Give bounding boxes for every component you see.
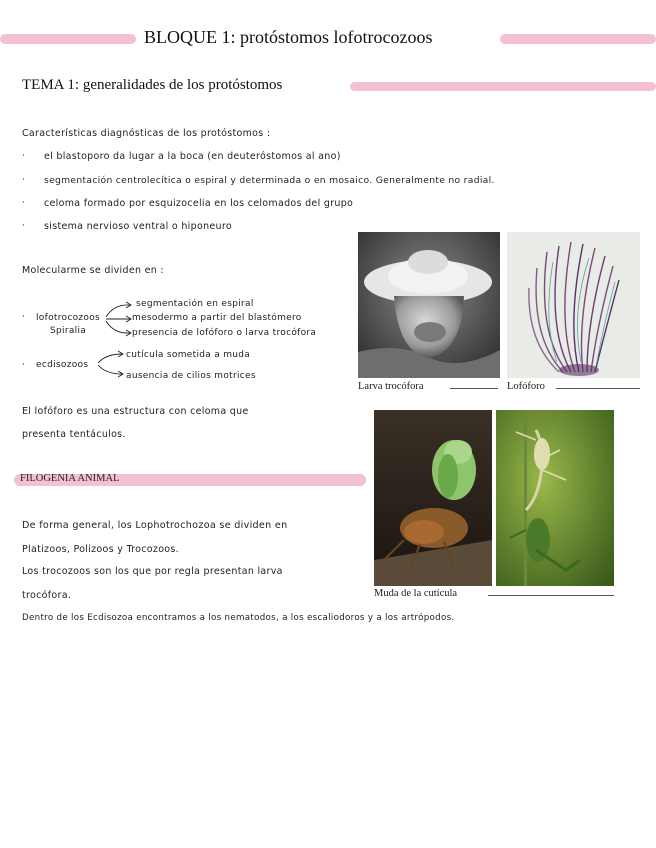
caracteristica-item: sistema nervioso ventral o hiponeuro [44,221,232,232]
caracteristica-item: segmentación centrolecítica o espiral y determinada o en mosaico. Generalmente no radial. [44,175,495,186]
bullet-icon: · [22,312,25,322]
tema-bar [350,82,656,91]
bullet-icon: · [22,221,25,231]
filogenia-line: Dentro de los Ecdisozoa encontramos a los nematodos, a los escaliodoros y a los artrópodos. [22,613,455,623]
caption-muda: Muda de la cutícula [374,588,458,599]
header-bar-right [500,34,656,44]
caption-lofoforo: Lofóforo [507,381,545,392]
caption-larva: Larva trocófora [358,381,424,392]
spiralia-label: Spiralia [50,326,87,336]
lofoforo-note-line: El lofóforo es una estructura con celoma que [22,406,249,417]
bullet-icon: · [22,360,25,370]
group1-branch: mesodermo a partir del blastómero [132,313,302,323]
filogenia-line: trocófora. [22,590,72,601]
bullet-icon: · [22,175,25,185]
bullet-icon: · [22,151,25,161]
group2-branch: cutícula sometida a muda [126,350,251,360]
lofotrocozoos-label: lofotrocozoos [36,313,100,323]
group1-branch: segmentación en espiral [136,299,254,309]
page-title: BLOQUE 1: protóstomos lofotrocozoos [144,27,433,47]
ecdisozoos-label: ecdisozoos [36,360,89,370]
caracteristica-item: celoma formado por esquizocelia en los celomados del grupo [44,198,354,209]
caption-lofoforo-line [556,388,640,389]
lofoforo-note-line: presenta tentáculos. [22,429,126,440]
filogenia-heading: FILOGENIA ANIMAL [20,473,120,484]
header-bar-left [0,34,136,44]
filogenia-line: Los trocozoos son los que por regla presentan larva [22,566,283,577]
group2-branch: ausencia de cilios motrices [126,371,256,381]
muda-saltamontes-image [496,410,614,586]
tema-title: TEMA 1: generalidades de los protóstomos [22,77,283,93]
bullet-icon: · [22,198,25,208]
caracteristicas-heading: Características diagnósticas de los protóstomos : [22,128,271,139]
caracteristica-item: el blastoporo da lugar a la boca (en deuteróstomos al ano) [44,151,341,162]
group1-branch: presencia de lofóforo o larva trocófora [132,328,317,338]
filogenia-line: De forma general, los Lophotrochozoa se dividen en [22,520,288,531]
lofoforo-image [507,232,640,378]
filogenia-line: Platizoos, Polizoos y Trocozoos. [22,544,179,555]
branch-arrows-group2 [96,348,130,380]
caption-muda-line [488,595,614,596]
larva-trocofora-image [358,232,500,378]
molecular-heading: Molecularme se dividen en : [22,265,164,276]
muda-cicada-image [374,410,492,586]
caption-larva-line [450,388,498,389]
